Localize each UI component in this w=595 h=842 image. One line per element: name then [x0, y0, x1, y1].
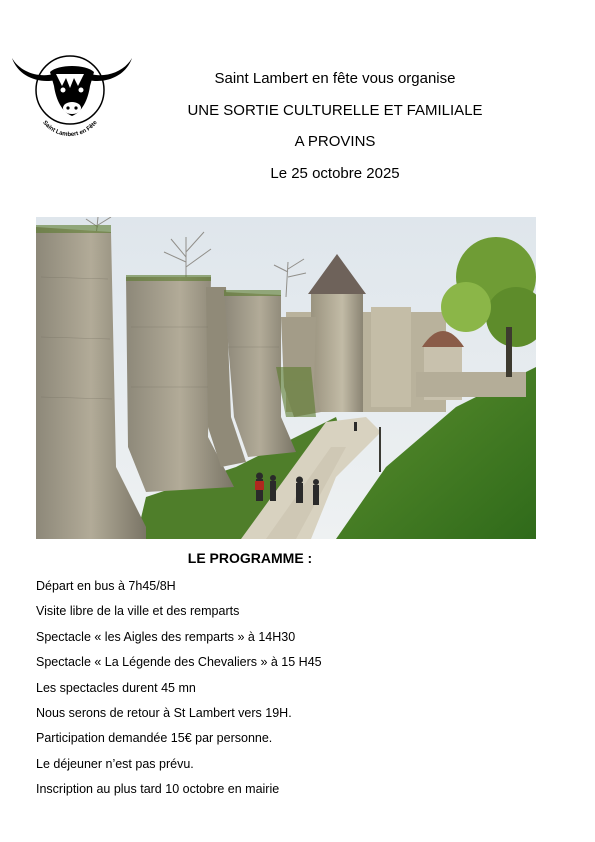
programme-title: LE PROGRAMME :	[187, 550, 313, 566]
highland-cow-icon	[10, 52, 134, 138]
list-item: Spectacle « La Légende des Chevaliers » à 15 H45	[36, 655, 322, 670]
programme-list	[36, 578, 322, 807]
list-item: Les spectacles durent 45 mn	[36, 680, 196, 695]
organiser-line: Saint Lambert en fête vous organise	[214, 70, 456, 87]
list-item: Départ en bus à 7h45/8H	[36, 579, 176, 593]
list-item: Le déjeuner n’est pas prévu.	[36, 756, 194, 771]
list-item: Visite libre de la ville et des remparts	[36, 604, 240, 619]
event-title: UNE SORTIE CULTURELLE ET FAMILIALE	[187, 102, 483, 119]
event-date: Le 25 octobre 2025	[270, 165, 400, 182]
svg-text:Saint Lambert en Fête	[41, 119, 99, 138]
list-item: Inscription au plus tard 10 octobre en mairie	[36, 782, 280, 797]
list-item: Spectacle « les Aigles des remparts » à 14H30	[36, 629, 296, 644]
logo-text: Saint Lambert en Fête	[41, 119, 99, 138]
event-destination: A PROVINS	[294, 133, 376, 150]
provins-ramparts-photo	[36, 217, 536, 539]
list-item: Participation demandée 15€ par personne.	[36, 731, 273, 746]
association-logo	[10, 52, 134, 138]
list-item: Nous serons de retour à St Lambert vers 19H.	[36, 705, 292, 720]
